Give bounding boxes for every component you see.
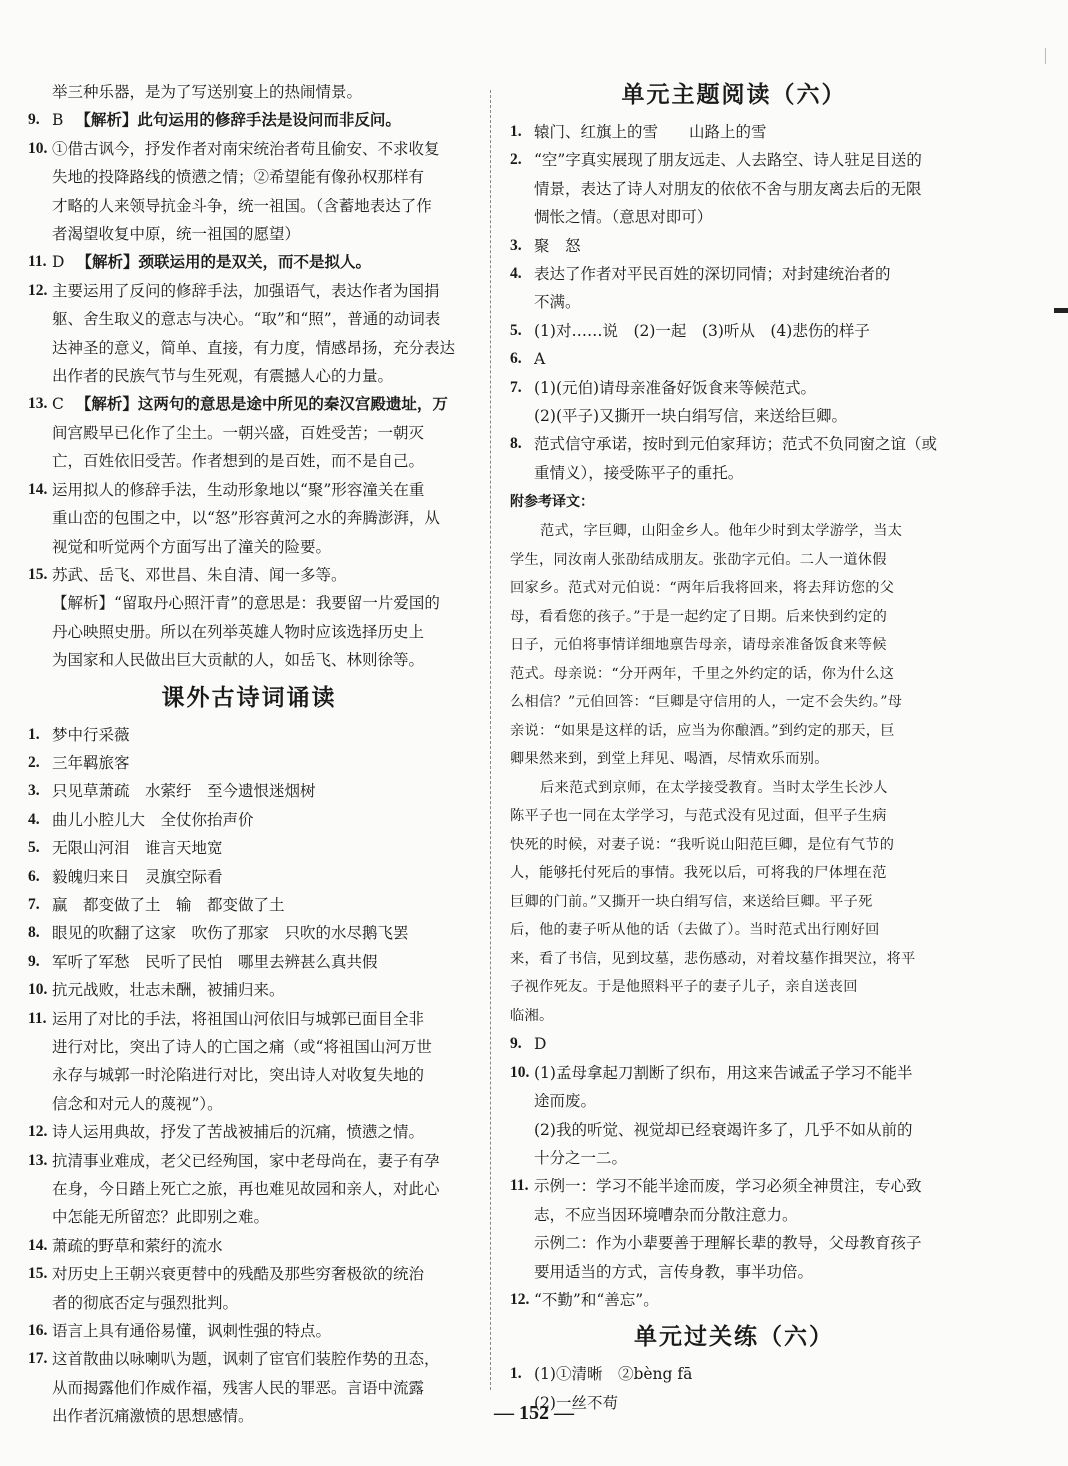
column-divider [490, 90, 491, 1390]
answer-text: 毅魄归来日 灵旗空际看 [52, 867, 223, 886]
reference-translation-label: 附参考译文： [510, 494, 594, 511]
answer-continuation: (2)我的听觉、视觉却已经衰竭许多了，几乎不如从前的 [534, 1120, 913, 1139]
translation-line: 母，看看您的孩子。”于是一起约定了日期。后来快到约定的 [510, 608, 888, 625]
answer-continuation: 者渴望收复中原，统一祖国的愿望） [52, 225, 301, 244]
translation-line: 来，看了书信，见到坟墓，悲伤感动，对着坟墓作揖哭泣，将平 [510, 950, 916, 967]
translation-line: 亲说：“如果是这样的话，应当为你酿酒。”到约定的那天，巨 [510, 722, 895, 739]
answer-item [28, 277, 470, 305]
answer-number: 10. [510, 1063, 530, 1081]
answer-item [28, 863, 470, 891]
answer-number: 16. [28, 1322, 48, 1340]
analysis-note: 【解析】颈联运用的是双关，而不是拟人。 [76, 252, 371, 272]
answer-text: 只见草萧疏 水萦纡 至今遗恨迷烟树 [52, 782, 316, 801]
answer-item [28, 476, 470, 504]
edge-mark [1054, 308, 1068, 313]
answer-continuation: 惆怅之情。（意思对即可） [534, 208, 713, 227]
answer-item [28, 135, 470, 163]
answer-item [510, 118, 958, 146]
answer-item [510, 1059, 958, 1087]
answer-number: 2. [28, 753, 40, 771]
answer-number: 9. [28, 952, 40, 970]
right-answers-2 [510, 1030, 958, 1314]
translation-line: 人，能够托付死后的事情。我死以后，可将我的尸体埋在范 [510, 865, 887, 882]
answer-continuation: 从而揭露他们作威作福，残害人民的罪恶。言语中流露 [52, 1378, 425, 1397]
answer-text: 眼见的吹翻了这家 吹伤了那家 只吹的水尽鹅飞罢 [52, 924, 409, 943]
right-column [510, 82, 958, 1417]
answer-number: 10. [28, 139, 48, 157]
translation-line: 后，他的妻子听从他的话（去做了）。当时范式出行刚好回 [510, 922, 880, 939]
answer-number: 4. [28, 810, 40, 828]
answer-text: 语言上具有通俗易懂，讽刺性强的特点。 [52, 1322, 332, 1341]
answer-number: 8. [510, 435, 522, 453]
answer-continuation: 【解析】“留取丹心照汗青”的意思是：我要留一片爱国的 [52, 594, 440, 613]
section-title-extracurricular: 课外古诗词诵读 [161, 684, 337, 711]
answer-number: 1. [28, 725, 40, 743]
answer-item [510, 317, 958, 345]
translation-line: 日子，元伯将事情详细地禀告母亲，请母亲准备饭食来等候 [510, 637, 887, 654]
answer-number: 12. [28, 1123, 48, 1141]
answer-continuation: 出作者沉痛激愤的思想感情。 [52, 1407, 254, 1426]
right-answers-1 [510, 118, 958, 487]
answer-item [28, 1005, 470, 1033]
answer-continuation: 失地的投降路线的愤懑之情；②希望能有像孙权那样有 [52, 168, 425, 187]
analysis-note: 【解析】此句运用的修辞手法是设问而非反问。 [75, 110, 401, 130]
answer-continuation: 信念和对元人的蔑视”）。 [52, 1094, 223, 1113]
answer-continuation: 在身，今日踏上死亡之旅，再也难见故园和亲人，对此心 [52, 1180, 440, 1199]
edge-tick [1045, 48, 1046, 64]
translation-line: 巨卿的门前。”又撕开一块白绢写信，来送给巨卿。平子死 [510, 893, 873, 910]
answer-continuation: 为国家和人民做出巨大贡献的人，如岳飞、林则徐等。 [52, 651, 425, 670]
answer-item [28, 806, 470, 834]
answer-text: D [534, 1035, 547, 1054]
answer-continuation: 志，不应当因环境嘈杂而分散注意力。 [534, 1205, 798, 1224]
answer-item [28, 248, 470, 276]
answer-continuation: 亡，百姓依旧受苦。作者想到的是百姓，而不是自己。 [52, 452, 425, 471]
answer-text: 三年羁旅客 [52, 753, 130, 772]
answer-item [28, 561, 470, 589]
answer-item [28, 1317, 470, 1345]
answer-item [28, 1345, 470, 1373]
answer-text: 示例一：学习不能半途而废，学习必须全神贯注，专心致 [534, 1177, 922, 1196]
answer-number: 7. [28, 895, 40, 913]
analysis-note: 【解析】这两句的意思是途中所见的秦汉宫殿遗址，万 [75, 394, 448, 414]
answer-item [28, 891, 470, 919]
answer-item [510, 232, 958, 260]
answer-item [510, 1360, 958, 1388]
answer-item [510, 430, 958, 458]
answer-text: D [52, 253, 65, 272]
answer-number: 15. [28, 565, 48, 583]
answer-text: 对历史上王朝兴衰更替中的残酷及那些穷奢极欲的统治 [52, 1265, 425, 1284]
answer-text: A [534, 350, 546, 369]
translation-line: 后来范式到京师，在太学接受教育。当时太学生长沙人 [540, 779, 888, 796]
answer-item [28, 1147, 470, 1175]
answer-item [510, 1286, 958, 1314]
translation-line: 子视作死友。于是他照料平子的妻子儿子，亲自送丧回 [510, 979, 858, 996]
answer-number: 6. [28, 867, 40, 885]
answer-item [28, 106, 470, 134]
answer-number: 6. [510, 350, 522, 368]
translation-line: 卿果然来到，到堂上拜见、喝酒，尽情欢乐而别。 [510, 751, 829, 768]
answer-continuation: 要用适当的方式，言传身教，事半功倍。 [534, 1262, 814, 1281]
answer-text: 曲儿小腔儿大 全仗你抬声价 [52, 810, 254, 829]
answer-continuation: 视觉和听觉两个方面写出了潼关的险要。 [52, 537, 332, 556]
answer-text: “不勤”和“善忘”。 [534, 1290, 659, 1309]
answer-number: 17. [28, 1350, 48, 1368]
translation-line: 临湘。 [510, 1007, 554, 1024]
answer-number: 8. [28, 924, 40, 942]
answer-text: 军听了军愁 民听了民怕 哪里去辨甚么真共假 [52, 952, 378, 971]
left-answers-top [28, 78, 470, 675]
section-title-unit-reading: 单元主题阅读（六） [621, 82, 847, 108]
answer-text: ①借古讽今，抒发作者对南宋统治者苟且偷安、不求收复 [52, 139, 440, 158]
translation-line: 范式，字巨卿，山阳金乡人。他年少时到太学游学，当太 [540, 523, 903, 540]
answer-continuation: 永存与城郭一时沦陷进行对比，突出诗人对收复失地的 [52, 1066, 425, 1085]
answer-text: (1)对……说 (2)一起 (3)听从 (4)悲伤的样子 [534, 321, 870, 340]
answer-item [28, 1118, 470, 1146]
answer-continuation: 中怎能无所留恋？此即别之难。 [52, 1208, 270, 1227]
translation-line: 回家乡。范式对元伯说：“两年后我将回来，将去拜访您的父 [510, 580, 895, 597]
answer-number: 13. [28, 1151, 48, 1169]
answer-text: 运用了对比的手法，将祖国山河依旧与城郭已面目全非 [52, 1009, 425, 1028]
answer-text: (1)(元伯)请母亲准备好饭食来等候范式。 [534, 378, 817, 397]
answer-text: 梦中行采薇 [52, 725, 130, 744]
answer-number: 1. [510, 123, 522, 140]
answer-text: C [52, 395, 64, 414]
answer-item [510, 345, 958, 373]
translation-line: 陈平子也一同在太学学习，与范式没有见过面，但平子生病 [510, 808, 887, 825]
answer-number: 14. [28, 1236, 48, 1254]
answer-number: 12. [510, 1290, 530, 1308]
answer-text: 抗清事业难成，老父已经殉国，家中老母尚在，妻子有孕 [52, 1151, 440, 1170]
answer-continuation: 才略的人来领导抗金斗争，统一祖国。（含蓄地表达了作 [52, 196, 432, 215]
answer-text: “空”字真实展现了朋友远走、人去路空、诗人驻足目送的 [534, 151, 922, 170]
answer-item [28, 777, 470, 805]
answer-text: 运用拟人的修辞手法，生动形象地以“聚”形容潼关在重 [52, 480, 425, 499]
answer-text: (1)①清晰 ②bèng fā [534, 1365, 693, 1384]
answer-number: 9. [28, 111, 40, 129]
answer-item [28, 721, 470, 749]
answer-number: 3. [510, 236, 522, 254]
answer-text: 这首散曲以咏喇叭为题，讽刺了宦官们装腔作势的丑态， [52, 1350, 440, 1369]
answer-number: 11. [510, 1177, 529, 1195]
answer-text: 抗元战败，壮志未酬，被捕归来。 [52, 981, 285, 1000]
translation-line: 学生，同汝南人张劭结成朋友。张劭字元伯。二人一道休假 [510, 551, 887, 568]
answer-continuation: 进行对比，突出了诗人的亡国之痛（或“将祖国山河万世 [52, 1038, 432, 1056]
answer-continuation: 丹心映照史册。所以在列举英雄人物时应该选择历史上 [52, 622, 425, 641]
answer-number: 4. [510, 265, 522, 283]
answer-item [28, 948, 470, 976]
answer-continuation: 出作者的民族气节与生死观，有震撼人心的力量。 [52, 367, 394, 386]
answer-continuation: 达神圣的意义，简单、直接，有力度，情感昂扬，充分表达 [52, 338, 456, 357]
answer-number: 14. [28, 480, 48, 498]
answer-number: 1. [510, 1365, 522, 1383]
translation-line: 快死的时候，对妻子说：“我听说山阳范巨卿，是位有气节的 [510, 836, 895, 853]
answer-text: 表达了作者对平民百姓的深切同情；对封建统治者的 [534, 265, 891, 284]
answer-text: 萧疏的野草和萦纡的流水 [52, 1236, 223, 1255]
answer-continuation: 重情义），接受陈平子的重托。 [534, 463, 744, 482]
answer-text: 诗人运用典故，抒发了苦战被捕后的沉痛，愤懑之情。 [52, 1123, 425, 1142]
answer-continuation: 者的彻底否定与强烈批判。 [52, 1293, 239, 1312]
answer-continuation: (2)(平子)又撕开一块白绢写信，来送给巨卿。 [534, 407, 848, 426]
answer-continuation: 躯、舍生取义的意志与决心。“取”和“照”，普通的动词表 [52, 310, 441, 329]
left-column [28, 78, 470, 1431]
answer-item [28, 834, 470, 862]
answer-text: 聚 怒 [534, 236, 581, 255]
answer-number: 3. [28, 782, 40, 800]
answer-continuation: 重山峦的包围之中，以“怒”形容黄河之水的奔腾澎湃，从 [52, 509, 440, 528]
answer-item [510, 260, 958, 288]
answer-number: 12. [28, 281, 48, 299]
answer-text: 主要运用了反问的修辞手法，加强语气，表达作者为国捐 [52, 281, 440, 300]
translation-line: 范式。母亲说：“分开两年，千里之外约定的话，你为什么这 [510, 665, 895, 682]
answer-item [28, 1260, 470, 1288]
translation-line: 么相信？”元伯回答：“巨卿是守信用的人，一定不会失约。”母 [510, 694, 903, 711]
answer-item [28, 976, 470, 1004]
answer-number: 7. [510, 378, 522, 396]
answer-continuation: 示例二：作为小辈要善于理解长辈的教导，父母教育孩子 [534, 1234, 922, 1253]
answer-number: 15. [28, 1265, 48, 1283]
answer-item [28, 390, 470, 418]
answer-continuation: 不满。 [534, 293, 581, 312]
answer-continuation: 情景，表达了诗人对朋友的依依不舍与朋友离去后的无限 [534, 179, 922, 198]
answer-item [510, 146, 958, 174]
answer-text: 赢 都变做了土 输 都变做了土 [52, 895, 285, 914]
answer-continuation: 举三种乐器，是为了写送别宴上的热闹情景。 [52, 83, 363, 101]
answer-item [28, 1232, 470, 1260]
answer-text: 苏武、岳飞、邓世昌、朱自清、闻一多等。 [52, 565, 347, 584]
answer-number: 11. [28, 253, 47, 271]
answer-text: 范式信守承诺，按时到元伯家拜访；范式不负同窗之谊（或 [534, 435, 938, 454]
answer-text: 无限山河泪 谁言天地宽 [52, 839, 223, 858]
answer-number: 9. [510, 1035, 522, 1053]
answer-continuation: 途而废。 [534, 1092, 597, 1111]
answer-continuation: 十分之一二。 [534, 1148, 628, 1167]
answer-number: 5. [28, 839, 40, 857]
answer-item [28, 749, 470, 777]
page-number: — 152 — [494, 1402, 574, 1424]
answer-continuation: 间宫殿早已化作了尘土。一朝兴盛，百姓受苦；一朝灭 [52, 423, 425, 442]
answer-number: 10. [28, 981, 48, 999]
answer-number: 2. [510, 151, 522, 169]
answer-text: 辕门、红旗上的雪 山路上的雪 [534, 123, 767, 141]
answer-continuation: (2)一丝不苟 [534, 1393, 618, 1412]
answer-number: 13. [28, 395, 48, 413]
answer-number: 11. [28, 1009, 47, 1027]
answer-item [28, 919, 470, 947]
reference-translation [510, 517, 958, 1030]
answer-number: 5. [510, 321, 522, 339]
left-answers-bottom [28, 721, 470, 1431]
answer-text: (1)孟母拿起刀割断了织布，用这来告诫孟子学习不能半 [534, 1063, 913, 1082]
answer-text: B [52, 111, 64, 130]
answer-item [510, 1030, 958, 1058]
section-title-unit-practice: 单元过关练（六） [634, 1324, 834, 1351]
answer-item [510, 374, 958, 402]
answer-item [510, 1172, 958, 1200]
